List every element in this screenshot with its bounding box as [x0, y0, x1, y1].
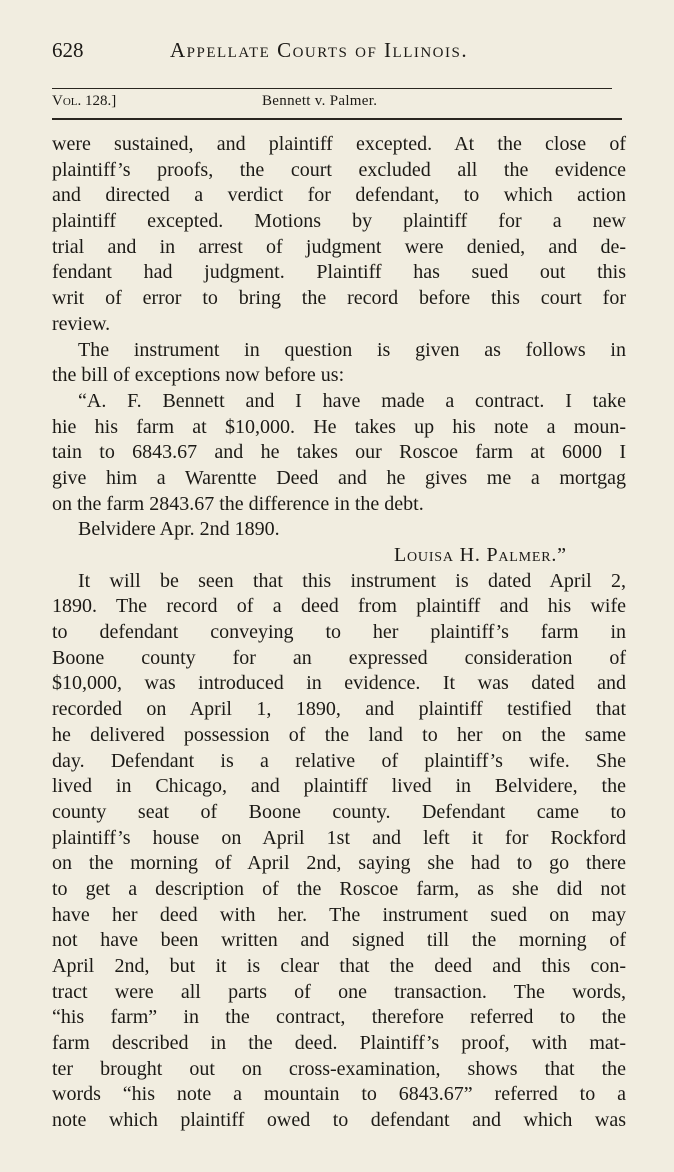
text-line: and directed a verdict for defendant, to which action	[52, 184, 626, 207]
paragraph-1	[52, 132, 626, 338]
text-line: writ of error to bring the record before this court for	[52, 287, 626, 310]
text-line: the bill of exceptions now before us:	[52, 364, 345, 387]
text-line: to defendant conveying to her plaintiff’s farm in	[52, 621, 626, 644]
volume-label: Vol. 128.]	[52, 93, 117, 109]
text-line: tain to 6843.67 and he takes our Roscoe farm at 6000 I	[52, 441, 626, 464]
book-page	[52, 38, 626, 1148]
text-line: to get a description of the Roscoe farm, as she did not	[52, 877, 626, 900]
text-line: plaintiff’s proofs, the court excluded all the evidence	[52, 158, 626, 181]
text-line: It will be seen that this instrument is dated April 2,	[78, 569, 626, 592]
text-line: were sustained, and plaintiff excepted. At the close of	[52, 133, 626, 155]
text-line: on the farm 2843.67 the difference in the debt.	[52, 492, 424, 515]
text-line: April 2nd, but it is clear that the deed and this con-	[52, 955, 626, 977]
text-line: recorded on April 1, 1890, and plaintiff testified that	[52, 698, 626, 721]
quoted-instrument	[52, 389, 626, 569]
text-line: hie his farm at $10,000. He takes up his note a moun-	[52, 415, 626, 438]
paragraph-3	[52, 569, 626, 1134]
text-line: trial and in arrest of judgment were denied, and de-	[52, 235, 626, 258]
text-line: county seat of Boone county. Defendant came to	[52, 800, 626, 823]
text-line: “A. F. Bennett and I have made a contract. I take	[78, 389, 626, 412]
text-line: 1890. The record of a deed from plaintiff and his wife	[52, 595, 626, 618]
text-line: words “his note a mountain to 6843.67” referred to a	[52, 1083, 626, 1106]
text-line: have her deed with her. The instrument sued on may	[52, 903, 626, 926]
text-line: review.	[52, 312, 111, 335]
text-line: day. Defendant is a relative of plaintiff’s wife. She	[52, 749, 626, 772]
paragraph-2	[52, 338, 626, 389]
case-subhead	[52, 93, 626, 115]
text-line: give him a Warentte Deed and he gives me a mortgag	[52, 466, 626, 489]
running-head-title: Appellate Courts of Illinois.	[170, 38, 469, 62]
body-text	[52, 132, 626, 1134]
text-line: The instrument in question is given as follows in	[78, 338, 626, 361]
header-rule-thick	[52, 118, 622, 120]
text-line: Boone county for an expressed consideration of	[52, 646, 626, 669]
text-line: plaintiff excepted. Motions by plaintiff for a new	[52, 210, 626, 233]
text-line: farm described in the deed. Plaintiff’s proof, with mat-	[52, 1032, 626, 1055]
page-number: 628	[52, 38, 84, 62]
text-line: “his farm” in the contract, therefore referred to the	[52, 1006, 626, 1029]
text-line: lived in Chicago, and plaintiff lived in Belvidere, the	[52, 775, 626, 798]
signature: Louisa H. Palmer.”	[394, 544, 567, 566]
text-line: tract were all parts of one transaction. The words,	[52, 980, 626, 1003]
text-line: on the morning of April 2nd, saying she had to go there	[52, 852, 626, 875]
header-rule-thin	[52, 88, 612, 89]
text-line: note which plaintiff owed to defendant and which was	[52, 1109, 626, 1132]
text-line: he delivered possession of the land to her on the same	[52, 723, 626, 746]
text-line: ter brought out on cross-examination, shows that the	[52, 1057, 626, 1080]
case-name: Bennett v. Palmer.	[262, 93, 378, 109]
text-line: fendant had judgment. Plaintiff has sued out this	[52, 261, 626, 284]
text-line: not have been written and signed till the morning of	[52, 929, 626, 952]
running-head	[52, 38, 626, 78]
text-line: Belvidere Apr. 2nd 1890.	[78, 518, 280, 541]
text-line: $10,000, was introduced in evidence. It was dated and	[52, 672, 626, 695]
text-line: plaintiff’s house on April 1st and left it for Rockford	[52, 826, 626, 849]
